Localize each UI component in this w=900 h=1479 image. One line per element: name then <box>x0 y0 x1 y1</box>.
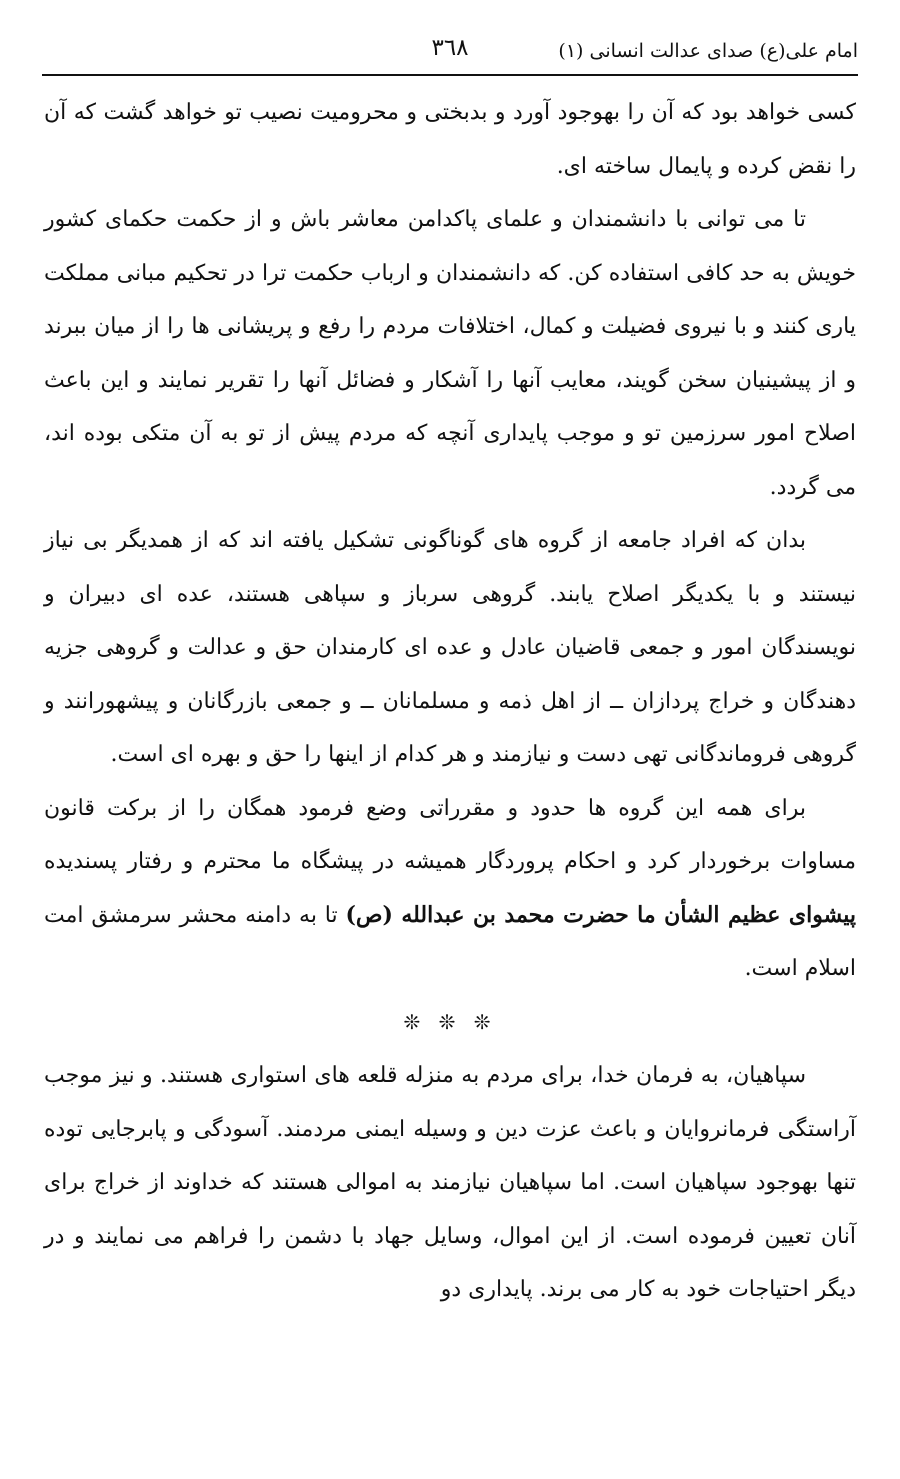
paragraph-1: کسی خواهد بود که آن را بهوجود آورد و بدبختی و محرومیت نصیب تو خواهد گشت که آن را نقض کرده و پایمال ساخته ای. <box>44 100 856 179</box>
paragraph-4-end: تا به دامنه محشر سرمشق امت اسلام است. <box>44 902 856 981</box>
paragraph-4-start: برای همه این گروه ها حدود و مقرراتی وضع فرمود همگان را از برکت قانون مساوات برخوردار کرد و احکام پروردگار همیشه در پیشگاه ما محترم و رفتار پسندیده <box>44 795 856 874</box>
paragraph-4-bold-name: پیشوای عظیم الشأن ما حضرت محمد بن عبدالله (ص) <box>345 901 856 928</box>
page-number: ٣٦٨ <box>431 35 469 61</box>
paragraph-3: بدان که افراد جامعه از گروه های گوناگونی تشکیل یافته اند که از همدیگر بی نیاز نیستند و با یکدیگر اصلاح یابند. گروهی سرباز و سپاهی هستند، عده ای دبیران و نویسندگان امور و جمعی قاضیان عادل و عده ای کارمندان حق و عدالت و گروهی جزیه دهندگان و خراج پردازان ــ از اهل ذمه و مسلمانان ــ و جمعی بازرگانان و پیشهورانند و گروهی فروماندگانی تهی دست و نیازمند و هر کدام از اینها را حق و بهره ای است. <box>44 528 856 767</box>
paragraph-4 <box>44 782 856 996</box>
header-rule <box>42 74 858 76</box>
paragraph-5: سپاهیان، به فرمان خدا، برای مردم به منزله قلعه های استواری هستند. و نیز موجب آراستگی فرمانروایان و باعث عزت دین و وسیله ایمنی مردمند. آسودگی و پابرجایی توده تنها بهوجود سپاهیان است. اما سپاهیان نیازمند به اموالی هستند که خداوند از خراج برای آنان تعیین فرموده است. از این اموال، وسایل جهاد با دشمن را فراهم می نمایند و در دیگر احتیاجات خود به کار می برند. پایداری دو <box>44 1063 856 1302</box>
section-separator: ❊ ❊ ❊ <box>403 1009 497 1034</box>
running-header <box>42 28 858 72</box>
book-title: امام علی(ع) صدای عدالت انسانی (۱) <box>558 40 858 62</box>
body-text <box>44 86 856 1317</box>
paragraph-2: تا می توانی با دانشمندان و علمای پاکدامن معاشر باش و از حکمت حکمای کشور خویش به حد کافی استفاده کن. که دانشمندان و ارباب حکمت ترا در تحکیم مبانی مملکت یاری کنند و با نیروی فضیلت و کمال، اختلافات مردم را رفع و پریشانی ها را از میان ببرند و از پیشینیان سخن گویند، معایب آنها را آشکار و فضائل آنها را تقریر نمایند و این باعث اصلاح امور سرزمین تو و موجب پایداری آنچه که مردم پیش از تو به آن متکی بوده اند، می گردد. <box>44 207 856 500</box>
